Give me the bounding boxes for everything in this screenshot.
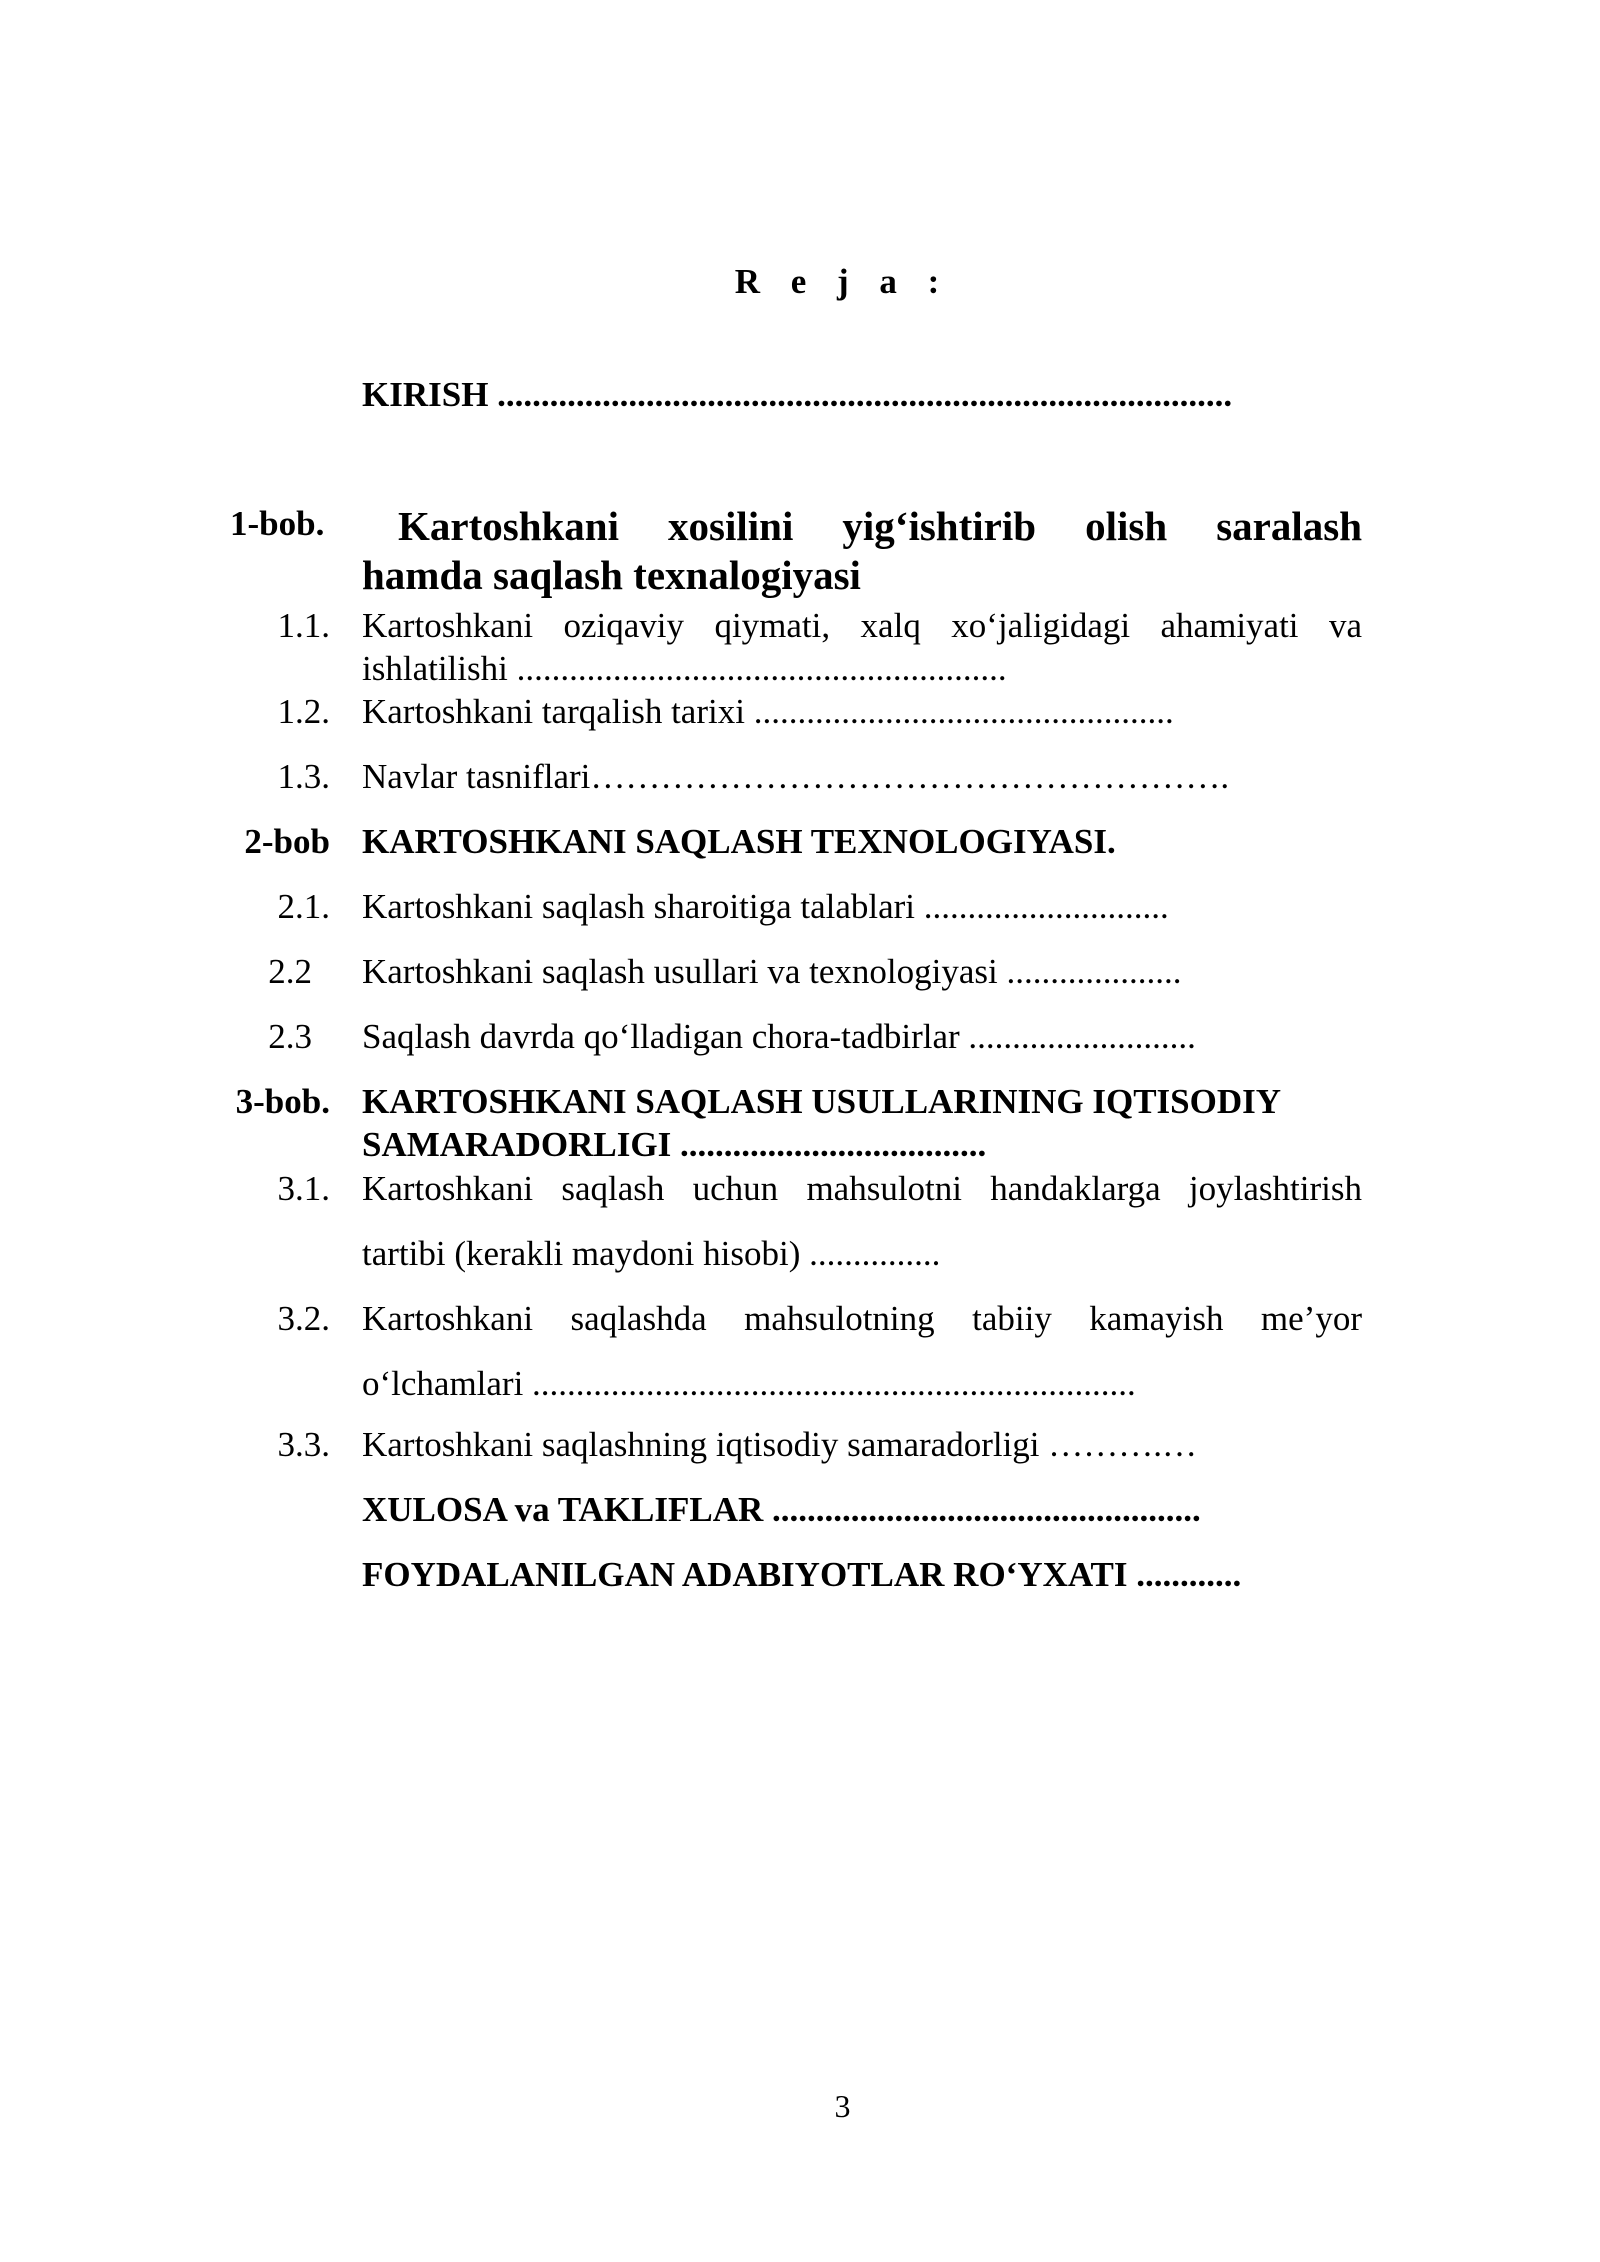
item-number: 2.1.: [277, 887, 330, 926]
item-number: 1.3.: [277, 757, 330, 796]
document-page: R e j a : KIRISH .................................................................................... 1-bob. Kartoshkani xosilini yig‘ishtirib olish saralash hamda saqlash texnalogiyasi 1.1. Kartoshkani oziqaviy qiymati, xalq xo‘jaligidagi ahamiyati va ishlatilishi ........................................................ 1.2. Kartoshkani tarqalish tarixi ................................................ 1.3. Navlar tasniflari………………………………………………. 2-bob KARTOSHKANI SAQLASH TEXNOLOGIYASI. 2.1. Kartoshkani saqlash sharoitiga talablari ............................ 2.2 Kartoshkani saqlash usullari va texnologiyasi .................... 2.3 Saqlash davrda qo‘lladigan chora-tadbirlar .......................... 3-bob. KARTOSHKANI SAQLASH USULLARINING IQTISODIY SAMARADORLIGI ................................... 3.1. Kartoshkani saqlash uchun mahsulotni handaklarga joylashtirish tartibi (kerakli maydoni hisobi) ............... 3.2. Kartoshkani saqlashda mahsulotning tabiiy kamayish me’yor o‘lchamlari ..................................................................... 3.3. Kartoshkani saqlashning iqtisodiy samaradorligi ……….… XULOSA va TAKLIFLAR ................................................. FOYDALANILGAN ADABIYOTLAR RO‘YXATI ............ 3: [0, 0, 1600, 2262]
item-title: ishlatilishi ........................................................: [362, 649, 1007, 688]
item-number: 2.2: [268, 952, 312, 991]
page-title: R e j a :: [734, 262, 951, 301]
item-number: 3.3.: [277, 1425, 330, 1464]
item-title: tartibi (kerakli maydoni hisobi) ...............: [362, 1234, 941, 1273]
item-number: 3.2.: [277, 1299, 330, 1338]
item-number: 1.2.: [277, 692, 330, 731]
item-number: 1.1.: [277, 606, 330, 645]
item-title: Kartoshkani oziqaviy qiymati, xalq xo‘jaligidagi ahamiyati va: [362, 606, 1362, 645]
item-title: Kartoshkani saqlash uchun mahsulotni handaklarga joylashtirish: [362, 1169, 1362, 1208]
item-number: 2.3: [268, 1017, 312, 1056]
item-number: 3.1.: [277, 1169, 330, 1208]
item-title: Kartoshkani saqlash sharoitiga talablari ............................: [362, 887, 1169, 926]
item-title: Navlar tasniflari……………………………………………….: [362, 757, 1230, 796]
chapter-title: KARTOSHKANI SAQLASH TEXNOLOGIYASI.: [362, 822, 1116, 861]
chapter-title-line: KARTOSHKANI SAQLASH USULLARINING IQTISODIY: [362, 1082, 1282, 1121]
item-title: Kartoshkani saqlashda mahsulotning tabiiy kamayish me’yor: [362, 1299, 1362, 1338]
page-number: 3: [834, 2088, 851, 2124]
chapter-title-line: hamda saqlash texnalogiyasi: [362, 552, 861, 598]
item-title: Kartoshkani tarqalish tarixi ................................................: [362, 692, 1174, 731]
chapter-number: 3-bob.: [235, 1082, 330, 1121]
chapter-number: 2-bob: [244, 822, 330, 861]
item-title: Kartoshkani saqlashning iqtisodiy samaradorligi ……….…: [362, 1425, 1198, 1464]
chapter-number: 1-bob.: [230, 504, 325, 543]
item-title: Saqlash davrda qo‘lladigan chora-tadbirlar ..........................: [362, 1017, 1196, 1056]
item-title: Kartoshkani saqlash usullari va texnologiyasi ....................: [362, 952, 1182, 991]
chapter-title-line: SAMARADORLIGI ...................................: [362, 1125, 987, 1164]
item-title: o‘lchamlari .....................................................................: [362, 1364, 1136, 1403]
chapter-title-line: Kartoshkani xosilini yig‘ishtirib olish saralash: [398, 503, 1362, 549]
